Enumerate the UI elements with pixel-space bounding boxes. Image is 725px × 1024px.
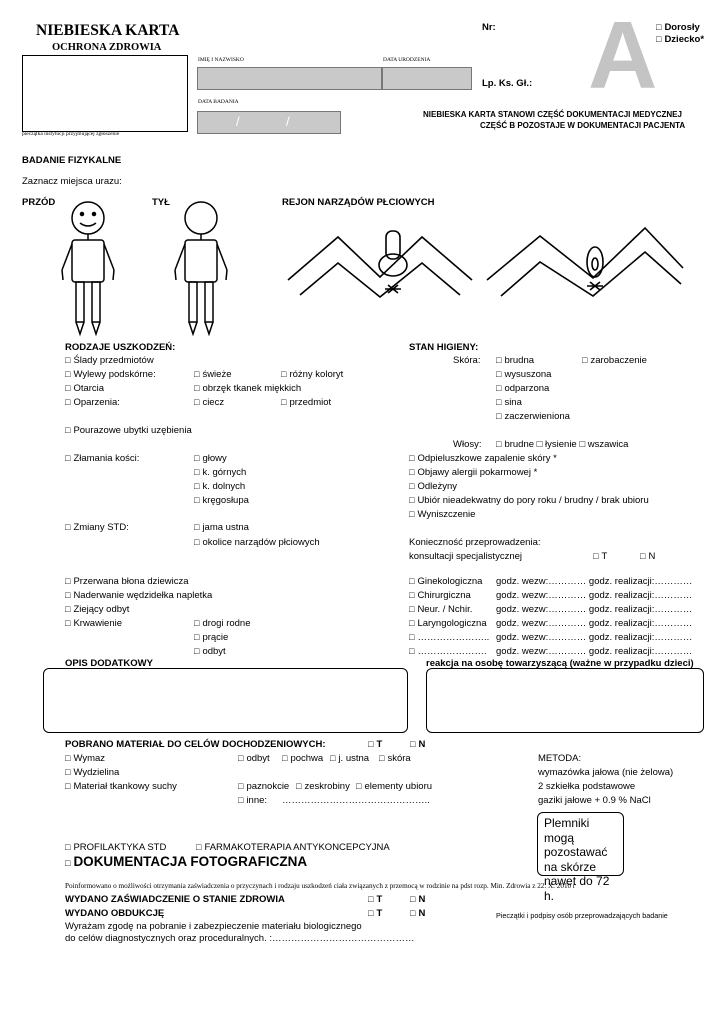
wyniszczenie-checkbox[interactable]: □ Wyniszczenie [409,509,475,520]
form-subtitle: OCHRONA ZDROWIA [52,42,162,53]
wylewy-checkbox[interactable]: □ Wylewy podskórne: [65,369,156,380]
consult-times[interactable]: godz. wezw:………… godz. realizacji:………… [496,646,693,657]
krwawienie-checkbox[interactable]: □ Krwawienie [65,618,122,629]
brudna-checkbox[interactable]: □ brudna [496,355,534,366]
alergia-checkbox[interactable]: □ Objawy alergii pokarmowej * [409,467,537,478]
name-label: IMIĘ I NAZWISKO [198,57,244,63]
reakcja-textarea[interactable] [426,668,704,733]
odbyt-checkbox[interactable]: □ odbyt [194,646,226,657]
zarobaczenie-checkbox[interactable]: □ zarobaczenie [582,355,647,366]
dolnych-checkbox[interactable]: □ k. dolnych [194,481,245,492]
material-heading: POBRANO MATERIAŁ DO CELÓW DOCHODZENIOWYCH: [65,739,326,750]
consult-row[interactable]: □ Laryngologiczna [409,618,487,629]
consult-yes-checkbox[interactable]: □ T [593,551,607,562]
zaswiadczenie-no[interactable]: □ N [410,894,425,905]
kolor-checkbox[interactable]: □ różny koloryt [281,369,343,380]
drogi-rodne-checkbox[interactable]: □ drogi rodne [194,618,251,629]
institution-stamp-box[interactable] [22,55,188,132]
opis-heading: OPIS DODATKOWY [65,658,153,669]
notice-line-1: NIEBIESKA KARTA STANOWI CZĘŚĆ DOKUMENTACJI MEDYCZNEJ [423,110,682,119]
consult-row[interactable]: □ Ginekologiczna [409,576,482,587]
form-title: NIEBIESKA KARTA [36,22,180,39]
wymaz-odbyt-checkbox[interactable]: □ odbyt [238,753,270,764]
ubior-checkbox[interactable]: □ Ubiór nieadekwatny do pory roku / brudny / brak ubioru [409,495,649,506]
consult-times[interactable]: godz. wezw:………… godz. realizacji:………… [496,576,693,587]
zgoda-line-2[interactable]: do celów diagnostycznych oraz proceduralnych. :……………………………………… [65,933,415,944]
inne-checkbox[interactable]: □ inne: [238,795,267,806]
body-front-figure[interactable] [50,200,130,340]
tkankowy-checkbox[interactable]: □ Materiał tkankowy suchy [65,781,177,792]
gornych-checkbox[interactable]: □ k. górnych [194,467,246,478]
notice-line-2: CZĘŚĆ B POZOSTAJE W DOKUMENTACJI PACJENTA [480,121,686,130]
hair-label: Włosy: [453,439,482,450]
obdukcje-yes[interactable]: □ T [368,908,382,919]
odpieluszkowe-checkbox[interactable]: □ Odpieluszkowe zapalenie skóry * [409,453,557,464]
obrzek-checkbox[interactable]: □ obrzęk tkanek miękkich [194,383,301,394]
adult-checkbox[interactable]: □ Dorosły [656,22,700,33]
consult-times[interactable]: godz. wezw:………… godz. realizacji:………… [496,618,693,629]
consult-times[interactable]: godz. wezw:………… godz. realizacji:………… [496,604,693,615]
obdukcje-no[interactable]: □ N [410,908,425,919]
skin-label: Skóra: [453,355,481,366]
nr-label: Nr: [482,22,496,33]
lp-label: Lp. Ks. Gł.: [482,78,533,89]
elementy-ubioru-checkbox[interactable]: □ elementy ubioru [356,781,432,792]
front-label: PRZÓD [22,197,56,208]
child-checkbox[interactable]: □ Dziecko* [656,34,704,45]
pieczatki-caption: Pieczątki i podpisy osób przeprowadzających badanie [496,911,668,920]
foto-checkbox[interactable]: □ DOKUMENTACJA FOTOGRAFICZNA [65,854,307,869]
pourazowe-checkbox[interactable]: □ Pourazowe ubytki uzębienia [65,425,192,436]
zaswiadczenie-yes[interactable]: □ T [368,894,382,905]
reakcja-heading: reakcja na osobę towarzyszącą (ważne w przypadku dzieci) [426,658,694,669]
przedmiot-checkbox[interactable]: □ przedmiot [281,397,331,408]
std-checkbox[interactable]: □ Zmiany STD: [65,522,129,533]
exam-date-field[interactable] [197,111,341,134]
dob-field[interactable] [382,67,472,90]
metoda-1: wymazówka jałowa (nie żelowa) [538,767,674,778]
okolice-checkbox[interactable]: □ okolice narządów płciowych [194,537,320,548]
consult-row[interactable]: □ ………………….. [409,632,489,643]
slady-checkbox[interactable]: □ Ślady przedmiotów [65,355,154,366]
wymaz-checkbox[interactable]: □ Wymaz [65,753,105,764]
blona-checkbox[interactable]: □ Przerwana błona dziewicza [65,576,189,587]
consult-row[interactable]: □ Chirurgiczna [409,590,471,601]
zaswiadczenie-label: WYDANO ZAŚWIADCZENIE O STANIE ZDROWIA [65,894,285,905]
exam-instruction: Zaznacz miejsca urazu: [22,176,122,187]
inne-field[interactable]: ……………………………………….. [282,795,430,806]
farmakoterapia-checkbox[interactable]: □ FARMAKOTERAPIA ANTYKONCEPCYJNA [196,842,390,853]
consult-no-checkbox[interactable]: □ N [640,551,655,562]
wymaz-pochwa-checkbox[interactable]: □ pochwa [282,753,323,764]
opis-textarea[interactable] [43,668,408,733]
metoda-3: gaziki jałowe + 0.9 % NaCl [538,795,651,806]
kregoslupa-checkbox[interactable]: □ kręgosłupa [194,495,249,506]
body-back-figure[interactable] [163,200,243,340]
genital-label: REJON NARZĄDÓW PŁCIOWYCH [282,197,435,208]
zlamania-checkbox[interactable]: □ Złamania kości: [65,453,139,464]
genital-male-diagram[interactable] [288,225,473,305]
wysuszona-checkbox[interactable]: □ wysuszona [496,369,551,380]
sperm-note-box: Plemniki mogą pozostawać na skórze nawet do 72 h. [537,812,624,876]
wydzielina-checkbox[interactable]: □ Wydzielina [65,767,119,778]
zaczerwieniona-checkbox[interactable]: □ zaczerwieniona [496,411,570,422]
zeskrobiny-checkbox[interactable]: □ zeskrobiny [296,781,350,792]
stamp-caption: pieczątka instytucji przyjmującej zgłoszenie [22,131,120,137]
pracie-checkbox[interactable]: □ prącie [194,632,228,643]
oparzenia-checkbox[interactable]: □ Oparzenia: [65,397,120,408]
glowy-checkbox[interactable]: □ głowy [194,453,227,464]
poinformowano-text: Poinformowano o możliwości otrzymania zaświadczenia o przyczynach i rodzaju uszkodzeń ciała związanych z przemocą w rodzinie na pdst rozp. Min. Zdrowia z 22. X. 2010 r [65,882,576,890]
obdukcje-label: WYDANO OBDUKCJĘ [65,908,165,919]
ciecz-checkbox[interactable]: □ ciecz [194,397,224,408]
dob-label: DATA URODZENIA [383,57,431,63]
genital-female-diagram[interactable] [485,218,685,308]
consult-row[interactable]: □ …………………. [409,646,487,657]
consult-line-1: Konieczność przeprowadzenia: [409,537,541,548]
injuries-heading: RODZAJE USZKODZEŃ: [65,342,176,353]
metoda-heading: METODA: [538,753,582,764]
odlezyny-checkbox[interactable]: □ Odleżyny [409,481,457,492]
sina-checkbox[interactable]: □ sina [496,397,522,408]
wymaz-jama-checkbox[interactable]: □ j. ustna [330,753,369,764]
odparzona-checkbox[interactable]: □ odparzona [496,383,549,394]
date-separator: / [236,114,240,129]
form-letter: A [588,2,658,109]
exam-heading: BADANIE FIZYKALNE [22,155,122,166]
profilaktyka-checkbox[interactable]: □ PROFILAKTYKA STD [65,842,166,853]
wymaz-skora-checkbox[interactable]: □ skóra [379,753,411,764]
back-label: TYŁ [152,197,170,208]
consult-times[interactable]: godz. wezw:………… godz. realizacji:………… [496,590,693,601]
exam-date-label: DATA BADANIA [198,99,239,105]
consult-row[interactable]: □ Neur. / Nchir. [409,604,472,615]
otarcia-checkbox[interactable]: □ Otarcia [65,383,104,394]
zgoda-line-1: Wyrażam zgodę na pobranie i zabezpieczenie materiału biologicznego [65,921,362,932]
material-no-checkbox[interactable]: □ N [410,739,425,750]
material-yes-checkbox[interactable]: □ T [368,739,382,750]
date-separator: / [286,114,290,129]
consult-line-2: konsultacji specjalistycznej [409,551,522,562]
consult-times[interactable]: godz. wezw:………… godz. realizacji:………… [496,632,693,643]
metoda-2: 2 szkiełka podstawowe [538,781,636,792]
name-field[interactable] [197,67,382,90]
paznokcie-checkbox[interactable]: □ paznokcie [238,781,289,792]
hair-options[interactable]: □ brudne □ łysienie □ wszawica [496,439,628,450]
jama-ustna-checkbox[interactable]: □ jama ustna [194,522,249,533]
hygiene-heading: STAN HIGIENY: [409,342,479,353]
naderwanie-checkbox[interactable]: □ Naderwanie wędzidełka napletka [65,590,212,601]
swieze-checkbox[interactable]: □ świeże [194,369,231,380]
ziejacy-odbyt-checkbox[interactable]: □ Ziejący odbyt [65,604,129,615]
